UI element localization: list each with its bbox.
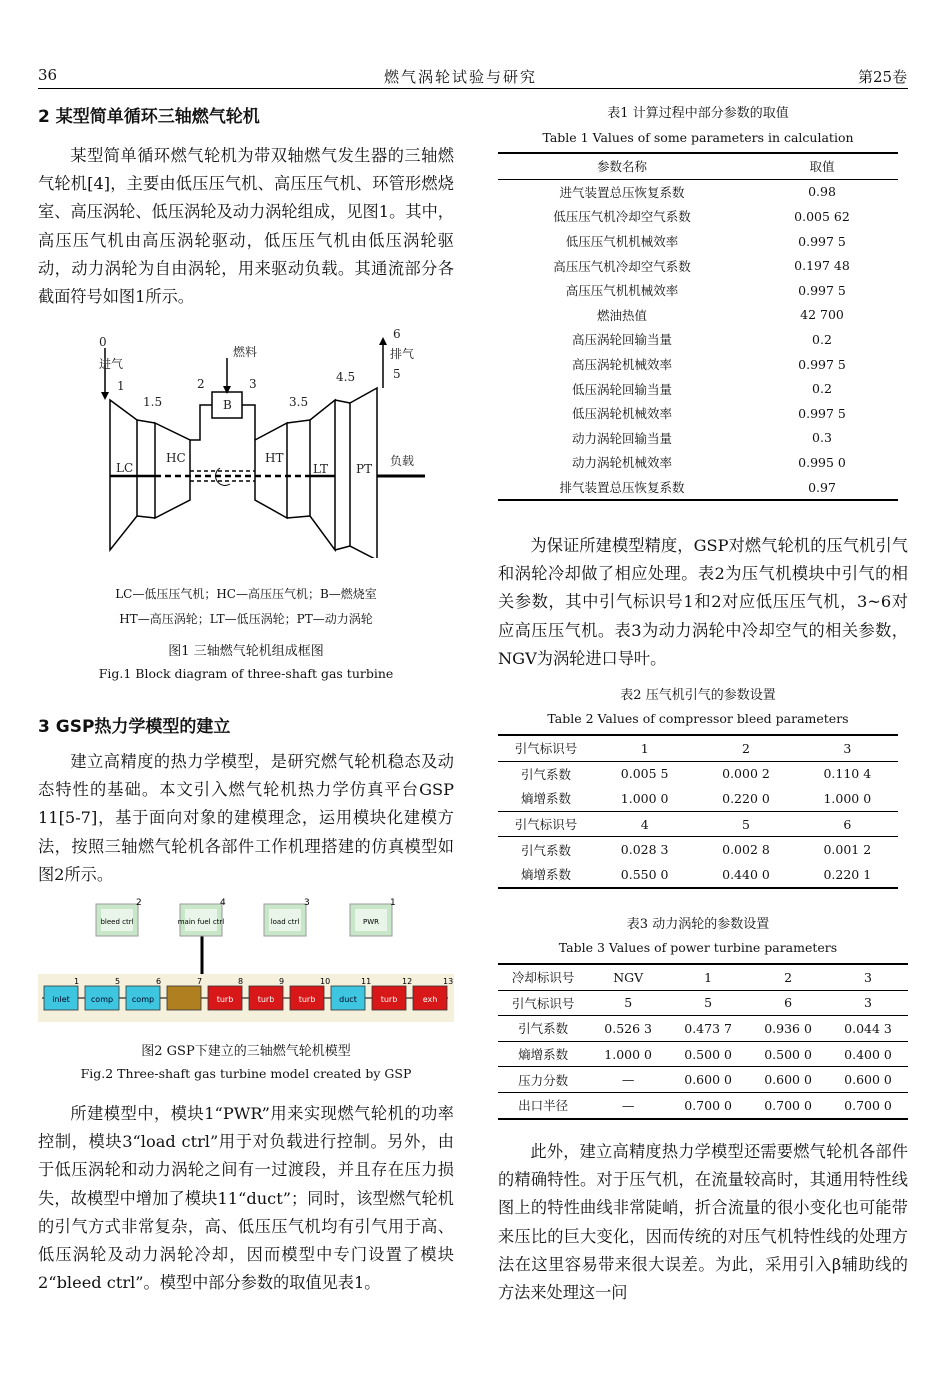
- table-2-cell: 6: [797, 811, 898, 837]
- table-2: [498, 734, 898, 889]
- table-3-row: [498, 1041, 908, 1067]
- section-2-text: 某型简单循环燃气轮机为带双轴燃气发生器的三轴燃气轮机[4]，主要由低压压气机、高压压气机、环管形燃烧室、高压涡轮、低压涡轮及动力涡轮组成，见图1。其中，高压压气机由高压涡轮驱动，低压压气机由低压涡轮驱动，动力涡轮为自由涡轮，用来驱动负载。其通流部分各截面符号如图1所示。: [38, 146, 454, 307]
- table-1-cell: 动力涡轮机械效率: [571, 455, 672, 471]
- gsp-block-number: 12: [402, 977, 413, 986]
- gsp-top-block: [178, 898, 226, 936]
- gsp-block-number: 1: [74, 977, 80, 986]
- table-1-row: [498, 450, 898, 475]
- lc-label: LC: [116, 461, 134, 475]
- table-2-caption-en: Table 2 Values of compressor bleed parameters: [547, 711, 849, 726]
- table-1-cell: 高压涡轮机械效率: [571, 357, 672, 373]
- table-1-cell: 0.2: [812, 381, 832, 397]
- table-1-cell: 高压压气机机械效率: [565, 283, 679, 299]
- table-1-cell: 0.997 5: [798, 405, 846, 421]
- table-2-cell: 1.000 0: [620, 790, 669, 806]
- combustor-label: B: [223, 398, 232, 412]
- station-1-5: 1.5: [143, 395, 163, 409]
- table-2-cell: 4: [594, 811, 695, 837]
- gsp-block-label: inlet: [52, 995, 70, 1004]
- table-3-cell: 0.600 0: [748, 1067, 828, 1093]
- table-3-cell: 0.526 3: [588, 1016, 668, 1042]
- table-3-cell: 5: [668, 990, 748, 1016]
- section-2-paragraph: [38, 142, 454, 311]
- station-3-5: 3.5: [289, 395, 309, 409]
- table-2-cell: 0.005 5: [594, 761, 695, 786]
- table-3-row: [498, 990, 908, 1016]
- section-3-paragraph-2: [38, 1100, 454, 1297]
- right-paragraph-1: [498, 532, 908, 673]
- table-2-cell: 0.220 0: [722, 790, 770, 806]
- table-1-cell: 低压压气机冷却空气系数: [553, 209, 691, 225]
- table-1-row: [498, 204, 898, 229]
- table-3-cell: 0.600 0: [668, 1067, 748, 1093]
- hc-shape: [155, 423, 190, 518]
- table-1: [498, 152, 898, 501]
- table-3-row: [498, 1092, 908, 1118]
- gsp-top-block: [350, 898, 396, 936]
- table-2-cell: 0.000 2: [695, 761, 796, 786]
- gsp-block-label: main fuel ctrl: [177, 918, 225, 926]
- table-3-cell: 0.700 0: [668, 1092, 748, 1118]
- table-1-cell: 低压涡轮机械效率: [571, 406, 672, 422]
- table-2-row: [498, 761, 898, 786]
- gsp-block-label: turb: [380, 995, 398, 1004]
- table-3-cell: —: [588, 1092, 668, 1118]
- table-3-cell: 0.600 0: [828, 1067, 908, 1093]
- station-3: 3: [249, 377, 257, 391]
- table-1-cell: 0.197 48: [794, 258, 850, 274]
- table-1-row: [498, 229, 898, 254]
- table-2-cell: 熵增系数: [520, 791, 571, 807]
- table-3-caption-cn: 表3 动力涡轮的参数设置: [626, 917, 770, 932]
- gsp-block-label: turb: [257, 995, 275, 1004]
- table-1-row: [498, 179, 898, 204]
- table-3-caption-en: Table 3 Values of power turbine parameters: [558, 940, 838, 955]
- table-1-cell: 0.3: [812, 430, 832, 446]
- table-3-cell: 5: [588, 990, 668, 1016]
- table-3-cell: 2: [748, 964, 828, 990]
- table-2-row: [498, 837, 898, 862]
- gsp-top-block: [264, 898, 310, 936]
- table-3-cell: 0.700 0: [748, 1092, 828, 1118]
- table-2-cell: 0.550 0: [594, 862, 695, 888]
- table-2-cell: 引气系数: [498, 837, 594, 862]
- table-3-cell: —: [588, 1067, 668, 1093]
- gsp-block-number: 1: [390, 898, 396, 908]
- table-3-cell: 0.500 0: [668, 1041, 748, 1067]
- table-2-cell: 5: [695, 811, 796, 837]
- table-1-cell: 0.997 5: [798, 282, 846, 298]
- inlet-label: 进气: [99, 357, 124, 371]
- table-3-cell: 1.000 0: [588, 1041, 668, 1067]
- table-2-cell: 0.028 3: [594, 837, 695, 862]
- figure-2-caption-en: Fig.2 Three-shaft gas turbine model created by GSP: [80, 1066, 412, 1081]
- table-1-cell: 排气装置总压恢复系数: [498, 475, 746, 501]
- pt-label: PT: [356, 462, 373, 476]
- gsp-block-label: comp: [131, 995, 155, 1004]
- table-3-cell: 0.500 0: [748, 1041, 828, 1067]
- table-1-cell: 0.98: [746, 179, 898, 204]
- table-1-cell: 0.005 62: [794, 208, 850, 224]
- table-1-cell: 高压压气机冷却空气系数: [553, 258, 691, 274]
- table-2-row: [498, 811, 898, 837]
- gsp-block-number: 9: [279, 977, 285, 986]
- gsp-top-block: [96, 898, 142, 936]
- table-3-cell: 0.044 3: [828, 1016, 908, 1042]
- figure-2-caption-cn: 图2 GSP下建立的三轴燃气轮机模型: [141, 1044, 351, 1059]
- table-1-cell: 0.997 5: [798, 356, 846, 372]
- exhaust-label: 排气: [390, 347, 415, 361]
- volume-label: 第25卷: [858, 68, 908, 86]
- figure-1-caption-cn: 图1 三轴燃气轮机组成框图: [168, 644, 324, 659]
- table-1-row: [498, 352, 898, 377]
- gsp-block-label: duct: [339, 995, 357, 1004]
- table-1-row: [498, 253, 898, 278]
- gsp-block-number: 8: [238, 977, 244, 986]
- gsp-block-number: 5: [115, 977, 121, 986]
- table-3-cell: NGV: [588, 964, 668, 990]
- gsp-block-label: turb: [298, 995, 316, 1004]
- table-2-cell: 引气标识号: [498, 811, 594, 837]
- table-1-cell: 0.2: [812, 331, 832, 347]
- table-3: [498, 963, 908, 1120]
- table-1-cell: 动力涡轮回输当量: [571, 430, 672, 446]
- table-3-row: [498, 1016, 908, 1042]
- figure-1-caption-en: Fig.1 Block diagram of three-shaft gas turbine: [98, 666, 394, 681]
- fuel-label: 燃料: [233, 345, 258, 359]
- table-1-cell: 取值: [746, 153, 898, 179]
- station-1: 1: [117, 379, 125, 393]
- right-text-2: 此外，建立高精度热力学模型还需要燃气轮机各部件的精确特性。对于压气机，在流量较高时，其通用特性线图上的特性曲线非常陡峭，折合流量的很小变化也可能带来压比的巨大变化，因而传统的对压气机特性线的处理方法在这里容易带来很大误差。为此，采用引入β辅助线的方法来处理这一问: [498, 1142, 908, 1303]
- gsp-block-label: exh: [422, 995, 438, 1004]
- table-2-cell: 1.000 0: [823, 790, 872, 806]
- right-paragraph-2: [498, 1138, 908, 1307]
- gsp-block-number: 2: [136, 898, 142, 908]
- table-2-caption-cn: 表2 压气机引气的参数设置: [620, 688, 776, 703]
- journal-title: 燃气涡轮试验与研究: [384, 68, 538, 86]
- station-5: 5: [393, 367, 401, 381]
- table-3-cell: 3: [828, 964, 908, 990]
- table-2-cell: 1: [594, 735, 695, 761]
- table-1-cell: 燃油热值: [596, 307, 647, 323]
- station-4-5: 4.5: [336, 370, 356, 384]
- table-1-caption-en: Table 1 Values of some parameters in calculation: [542, 130, 854, 145]
- figure-1-diagram: [95, 328, 435, 558]
- ht-label: HT: [265, 451, 284, 465]
- gsp-block-label: bleed ctrl: [100, 918, 134, 926]
- gsp-block-label: comp: [90, 995, 114, 1004]
- table-3-cell: 0.473 7: [668, 1016, 748, 1042]
- load-label: 负载: [390, 454, 415, 468]
- table-2-row: [498, 786, 898, 811]
- table-2-cell: 0.110 4: [797, 761, 898, 786]
- table-1-cell: 0.997 5: [798, 233, 846, 249]
- table-3-cell: 0.400 0: [828, 1041, 908, 1067]
- table-3-cell: 3: [828, 990, 908, 1016]
- gsp-block-label: PWR: [362, 918, 380, 926]
- figure-2-gsp-model: [38, 898, 454, 1024]
- table-2-cell: 2: [695, 735, 796, 761]
- table-2-row: [498, 735, 898, 761]
- table-1-row: [498, 426, 898, 451]
- table-2-cell: 3: [797, 735, 898, 761]
- gsp-block-number: 3: [304, 898, 310, 908]
- table-3-row: [498, 964, 908, 990]
- page-number: 36: [38, 66, 58, 84]
- section-3-text-1: 建立高精度的热力学模型，是研究燃气轮机稳态及动态特性的基础。本文引入燃气轮机热力学仿真平台GSP 11[5-7]，基于面向对象的建模理念，运用模块化建模方法，按照三轴燃气轮机各部件工作机理搭建的仿真模型如图2所示。: [38, 752, 454, 884]
- table-1-cell: 低压压气机机械效率: [565, 234, 679, 250]
- right-text-1: 为保证所建模型精度，GSP对燃气轮机的压气机引气和涡轮冷却做了相应处理。表2为压气机模块中引气的相关参数，其中引气标识号1和2对应低压压气机，3~6对应高压压气机。表3为动力涡轮中冷却空气的相关参数，NGV为涡轮进口导叶。: [498, 536, 908, 668]
- table-3-row: [498, 1067, 908, 1093]
- table-2-cell: 熵增系数: [498, 862, 594, 888]
- ht-shape: [255, 423, 287, 518]
- table-3-cell: 6: [748, 990, 828, 1016]
- table-1-caption-cn: 表1 计算过程中部分参数的取值: [607, 106, 789, 121]
- section-3-text-2: 所建模型中，模块1“PWR”用来实现燃气轮机的功率控制，模块3“load ctrl”用于对负载进行控制。另外，由于低压涡轮和动力涡轮之间有一过渡段，并且存在压力损失，故模型中增加了模块11“duct”；同时，该型燃气轮机的引气方式非常复杂，高、低压压气机均有引气用于高、低压涡轮及动力涡轮冷却，因而模型中专门设置了模块2“bleed ctrl”。模型中部分参数的取值见表1。: [38, 1104, 454, 1293]
- table-2-cell: 0.440 0: [695, 862, 796, 888]
- section-3-paragraph-1: [38, 748, 454, 889]
- table-1-row: [498, 327, 898, 352]
- table-2-row: [498, 862, 898, 888]
- station-2: 2: [197, 377, 205, 391]
- table-2-cell: 引气系数: [498, 761, 594, 786]
- lt-label: LT: [313, 462, 328, 476]
- table-1-cell: 低压涡轮回输当量: [571, 381, 672, 397]
- table-1-row: [498, 401, 898, 426]
- table-3-cell: 0.936 0: [748, 1016, 828, 1042]
- gsp-block-number: 13: [443, 977, 454, 986]
- gsp-block-number: 11: [361, 977, 372, 986]
- gsp-block-number: 10: [320, 977, 331, 986]
- table-1-row: [498, 303, 898, 328]
- table-1-cell: 进气装置总压恢复系数: [498, 179, 746, 204]
- station-0: 0: [99, 335, 107, 349]
- table-3-cell: 引气系数: [498, 1016, 588, 1042]
- table-1-cell: 0.995 0: [798, 454, 846, 470]
- table-1-cell: 参数名称: [498, 153, 746, 179]
- table-2-cell: 引气标识号: [498, 735, 594, 761]
- gsp-block-number: 4: [220, 898, 226, 908]
- gsp-block-number: 6: [156, 977, 162, 986]
- section-2-title: 2 某型简单循环三轴燃气轮机: [38, 107, 260, 127]
- hc-label: HC: [166, 451, 186, 465]
- table-3-cell: 1: [668, 964, 748, 990]
- gsp-block-label: load ctrl: [270, 918, 300, 926]
- table-3-cell: 冷却标识号: [498, 964, 588, 990]
- table-1-row: [498, 376, 898, 401]
- gsp-block-label: turb: [216, 995, 234, 1004]
- section-3-title: 3 GSP热力学模型的建立: [38, 717, 231, 737]
- table-1-row: [498, 475, 898, 501]
- table-3-cell: 引气标识号: [498, 990, 588, 1016]
- table-1-row: [498, 153, 898, 179]
- table-1-row: [498, 278, 898, 303]
- station-6: 6: [393, 328, 401, 341]
- table-1-cell: 42 700: [800, 307, 844, 323]
- gsp-block-number: 7: [197, 977, 203, 986]
- table-2-cell: 0.001 2: [797, 837, 898, 862]
- table-3-cell: 0.700 0: [828, 1092, 908, 1118]
- header-rule: [38, 88, 908, 89]
- table-3-cell: 压力分数: [498, 1067, 588, 1093]
- table-3-cell: 熵增系数: [498, 1041, 588, 1067]
- table-1-cell: 0.97: [746, 475, 898, 501]
- table-1-cell: 高压涡轮回输当量: [571, 332, 672, 348]
- table-3-cell: 出口半径: [498, 1092, 588, 1118]
- table-2-cell: 0.002 8: [695, 837, 796, 862]
- figure-1-legend-1: LC—低压压气机；HC—高压压气机；B—燃烧室: [115, 587, 377, 601]
- figure-1-legend-2: HT—高压涡轮；LT—低压涡轮；PT—动力涡轮: [119, 612, 373, 626]
- table-2-cell: 0.220 1: [797, 862, 898, 888]
